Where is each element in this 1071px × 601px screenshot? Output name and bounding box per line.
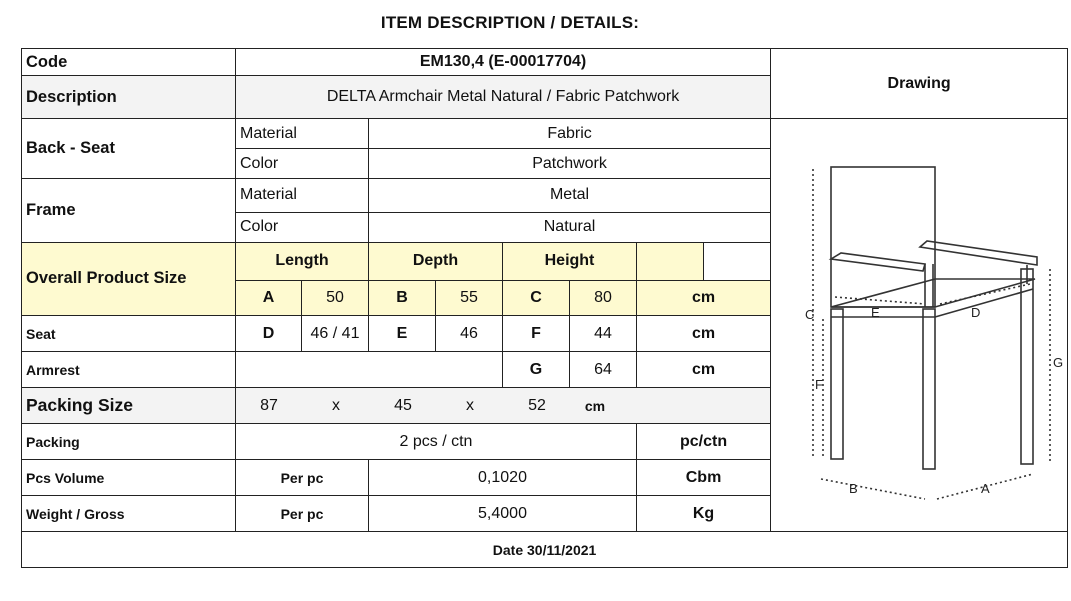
packing-unit: pc/ctn: [637, 424, 771, 460]
seat-unit: cm: [637, 316, 771, 352]
description-label: Description: [22, 76, 236, 119]
packing-x2: x: [466, 396, 474, 414]
packing-size-label: Packing Size: [22, 388, 236, 424]
dim-d-text: D: [971, 305, 981, 320]
dim-f-text: F: [815, 377, 824, 392]
packing-size-unit: cm: [584, 397, 606, 414]
chair-drawing-cell: [771, 119, 1068, 532]
dim-f-value: 44: [570, 316, 637, 352]
packing-width: 45: [394, 396, 412, 414]
dim-e-letter: E: [369, 316, 436, 352]
code-label: Code: [22, 49, 236, 76]
dim-c-value: 80: [570, 281, 637, 316]
pcs-volume-value: 0,1020: [369, 460, 637, 496]
dim-e-text: E: [871, 305, 880, 320]
frame-material-value: Metal: [369, 179, 771, 213]
weight-label: Weight / Gross: [22, 496, 236, 532]
pcs-volume-per: Per pc: [236, 460, 369, 496]
armrest-unit: cm: [637, 352, 771, 388]
overall-size-label: Overall Product Size: [22, 242, 236, 316]
frame-color-label: Color: [236, 212, 369, 242]
back-seat-material-value: Fabric: [369, 119, 771, 149]
overall-unit: cm: [637, 281, 771, 316]
dim-a-value: 50: [302, 281, 369, 316]
back-seat-color-label: Color: [236, 149, 369, 179]
dim-a-letter: A: [236, 281, 302, 316]
description-value: DELTA Armchair Metal Natural / Fabric Patchwork: [236, 76, 771, 119]
weight-value: 5,4000: [369, 496, 637, 532]
length-header: Length: [236, 242, 369, 281]
pcs-volume-unit: Cbm: [637, 460, 771, 496]
page-title: ITEM DESCRIPTION / DETAILS:: [380, 13, 640, 32]
item-details-table: [21, 48, 1068, 568]
dim-b-text: B: [849, 481, 858, 496]
back-leg-right: [1021, 269, 1033, 464]
armrest-right: [920, 241, 1037, 265]
weight-per: Per pc: [236, 496, 369, 532]
frame-color-value: Natural: [369, 212, 771, 242]
back-seat-label: Back - Seat: [22, 119, 236, 179]
dim-a-text: A: [981, 481, 990, 496]
back-seat-color-value: Patchwork: [369, 149, 771, 179]
drawing-label: Drawing: [771, 49, 1068, 119]
frame-label: Frame: [22, 179, 236, 243]
packing-value: 2 pcs / ctn: [236, 424, 637, 460]
dim-f-letter: F: [503, 316, 570, 352]
dim-g-letter: G: [503, 352, 570, 388]
front-leg-left: [831, 309, 843, 459]
dim-e-value: 46: [436, 316, 503, 352]
dim-g-text: G: [1053, 355, 1064, 370]
dim-c-letter: C: [503, 281, 570, 316]
dim-d-letter: D: [236, 316, 302, 352]
packing-label: Packing: [22, 424, 236, 460]
packing-height: 52: [528, 396, 546, 414]
frame-material-label: Material: [236, 179, 369, 213]
backrest-shape: [831, 167, 935, 307]
armrest-label: Armrest: [22, 352, 236, 388]
code-value: EM130,4 (E-00017704): [236, 49, 771, 76]
date-footer: Date 30/11/2021: [22, 532, 1068, 568]
dim-c-text: C: [805, 307, 815, 322]
dim-g-value: 64: [570, 352, 637, 388]
weight-unit: Kg: [637, 496, 771, 532]
depth-header: Depth: [369, 242, 503, 281]
armrest-left: [831, 253, 925, 271]
overall-unit-header: [637, 242, 704, 281]
seat-label: Seat: [22, 316, 236, 352]
chair-drawing: [775, 119, 1071, 531]
pcs-volume-label: Pcs Volume: [22, 460, 236, 496]
dim-b-letter: B: [369, 281, 436, 316]
packing-length: 87: [260, 396, 278, 414]
packing-x1: x: [332, 396, 340, 414]
dim-b-value: 55: [436, 281, 503, 316]
dim-d-value: 46 / 41: [302, 316, 369, 352]
back-seat-material-label: Material: [236, 119, 369, 149]
packing-size-values: [236, 388, 771, 424]
height-header: Height: [503, 242, 637, 281]
armrest-empty: [236, 352, 503, 388]
front-leg-right: [923, 309, 935, 469]
